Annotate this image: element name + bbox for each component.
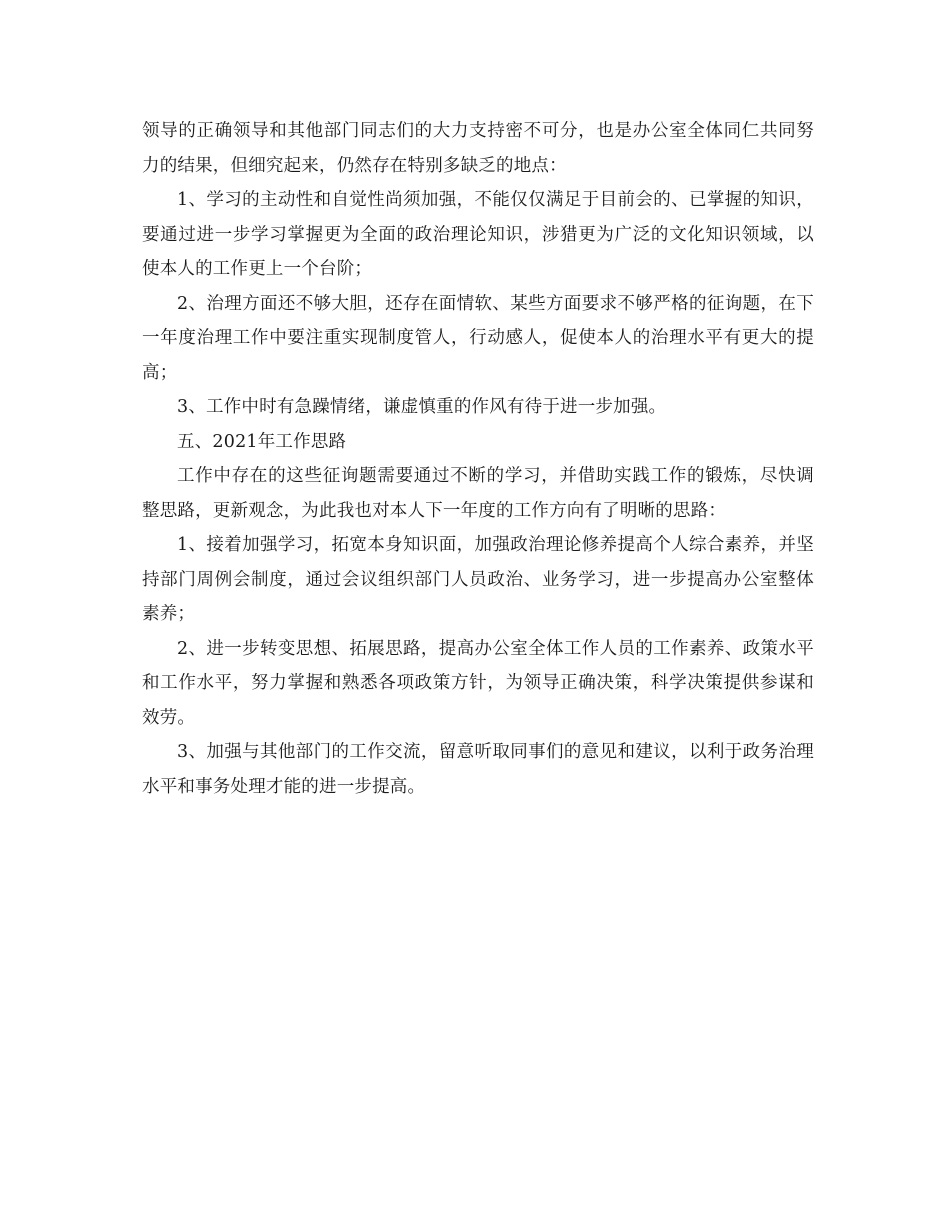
paragraph: 1、学习的主动性和自觉性尚须加强，不能仅仅满足于目前会的、已掌握的知识，要通过进一步学习掌握更为全面的政治理论知识，涉猎更为广泛的文化知识领域，以使本人的工作更上一个台阶；	[142, 190, 814, 279]
paragraph: 2、进一步转变思想、拓展思路，提高办公室全体工作人员的工作素养、政策水平和工作水平，努力掌握和熟悉各项政策方针，为领导正确决策，科学决策提供参谋和效劳。	[142, 638, 814, 728]
paragraph: 2、治理方面还不够大胆，还存在面情软、某些方面要求不够严格的征询题，在下一年度治理工作中要注重实现制度管人，行动感人，促使本人的治理水平有更大的提高；	[142, 293, 814, 383]
paragraph: 工作中存在的这些征询题需要通过不断的学习，并借助实践工作的锻炼，尽快调整思路，更新观念，为此我也对本人下一年度的工作方向有了明晰的思路：	[142, 466, 814, 521]
document-body	[142, 114, 814, 804]
paragraph: 3、工作中时有急躁情绪，谦虚慎重的作风有待于进一步加强。	[177, 397, 667, 417]
paragraph: 1、接着加强学习，拓宽本身知识面，加强政治理论修养提高个人综合素养，并坚持部门周例会制度，通过会议组织部门人员政治、业务学习，进一步提高办公室整体素养；	[142, 535, 814, 624]
paragraph: 3、加强与其他部门的工作交流，留意听取同事们的意见和建议，以利于政务治理水平和事务处理才能的进一步提高。	[142, 742, 814, 797]
section-heading: 五、2021年工作思路	[177, 431, 347, 452]
paragraph: 领导的正确领导和其他部门同志们的大力支持密不可分，也是办公室全体同仁共同努力的结果，但细究起来，仍然存在特别多缺乏的地点：	[142, 121, 814, 176]
